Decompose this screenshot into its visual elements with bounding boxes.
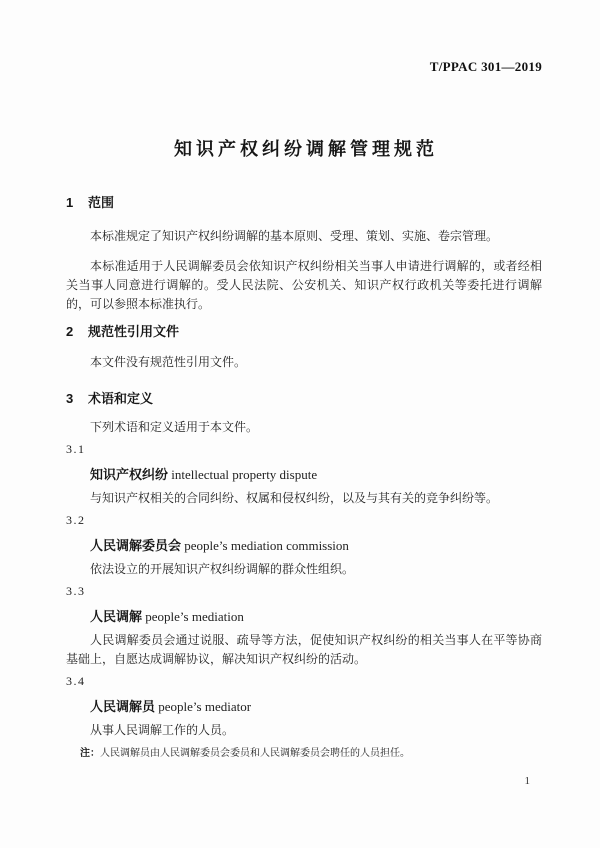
section-1-paragraph-2: 本标准适用于人民调解委员会依知识产权纠纷相关当事人申请进行调解的，或者经相关当事人同意进行调解的。受人民法院、公安机关、知识产权行政机关等委托进行调解的，可以参照本标准执行。 [66, 259, 542, 311]
term-3-2-definition: 依法设立的开展知识产权纠纷调解的群众性组织。 [90, 562, 355, 576]
term-3-3-name-zh: 人民调解 [90, 609, 143, 624]
note-text: 人民调解员由人民调解委员会委员和人民调解委员会聘任的人员担任。 [100, 748, 410, 759]
term-3-4-note [66, 746, 542, 761]
section-2-heading [66, 321, 542, 340]
term-3-3-definition: 人民调解委员会通过说服、疏导等方法，促使知识产权纠纷的相关当事人在平等协商基础上，自愿达成调解协议，解决知识产权纠纷的活动。 [66, 633, 542, 666]
section-1-heading [66, 192, 542, 211]
term-3-2-name-en: people’s mediation commission [184, 538, 349, 553]
section-1-title: 范围 [88, 195, 115, 210]
term-3-4-number: 3.4 [66, 674, 86, 688]
term-3-2-name [66, 535, 542, 554]
term-3-1-name-zh: 知识产权纠纷 [90, 467, 169, 482]
section-2-paragraph-1: 本文件没有规范性引用文件。 [90, 355, 247, 369]
term-3-3-name-en: people’s mediation [145, 609, 244, 624]
section-1-number: 1 [66, 195, 74, 210]
term-3-4-name-en: people’s mediator [158, 699, 252, 714]
term-3-2-name-zh: 人民调解委员会 [90, 538, 182, 553]
term-3-3-name [66, 606, 542, 625]
term-3-4-definition: 从事人民调解工作的人员。 [90, 723, 235, 737]
section-3-heading [66, 388, 542, 407]
note-label: 注： [80, 748, 100, 759]
section-3-number: 3 [66, 391, 74, 406]
term-3-1-name [66, 464, 542, 483]
section-1-paragraph-1: 本标准规定了知识产权纠纷调解的基本原则、受理、策划、实施、卷宗管理。 [90, 229, 499, 243]
section-2-number: 2 [66, 324, 74, 339]
doc-code: T/PPAC 301—2019 [429, 59, 542, 74]
term-3-2-number: 3.2 [66, 513, 86, 527]
term-3-1-name-en: intellectual property dispute [171, 467, 318, 482]
term-3-4-name-zh: 人民调解员 [90, 699, 156, 714]
section-3-title: 术语和定义 [88, 391, 154, 406]
term-3-3-number: 3.3 [66, 584, 86, 598]
page-number: 1 [524, 775, 530, 787]
document-title: 知识产权纠纷调解管理规范 [174, 139, 438, 159]
section-2-title: 规范性引用文件 [88, 324, 180, 339]
section-3-paragraph-1: 下列术语和定义适用于本文件。 [90, 420, 259, 434]
term-3-1-definition: 与知识产权相关的合同纠纷、权属和侵权纠纷，以及与其有关的竞争纠纷等。 [90, 491, 499, 505]
term-3-1-number: 3.1 [66, 442, 86, 456]
term-3-4-name [66, 696, 542, 715]
